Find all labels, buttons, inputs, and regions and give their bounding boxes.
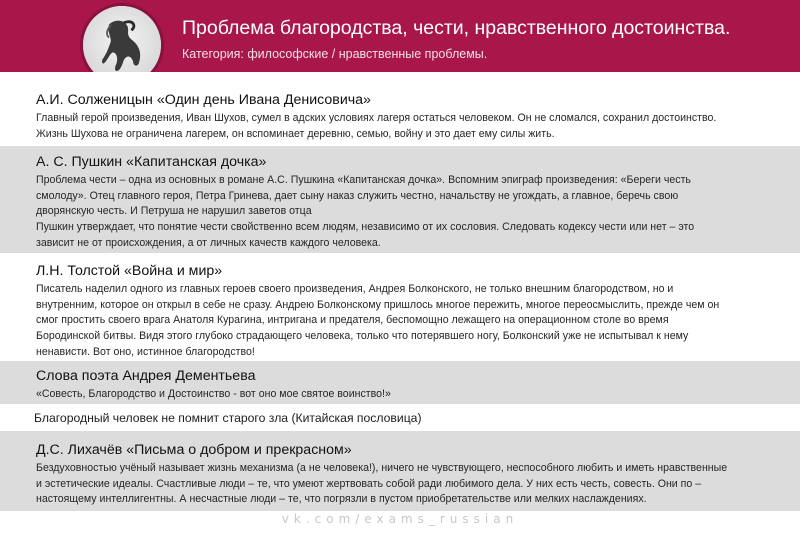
section-pushkin [36,153,794,252]
page-category: Категория: философские / нравственные проблемы. [182,47,488,61]
section-likhachev [36,441,794,508]
text-line: Жизнь Шухова не ограничена лагерем, он вспоминает деревню, семью, войну и это дает ему силы жить. [36,127,555,140]
text-line: Бездуховностью учёный называет жизнь механизма (а не человека!), ничего не чувствующего, неспособного любить и иметь нравственные [36,462,728,474]
text-line: Бородинской битвы. Видя этого глубоко страдающего человека, только что потерявшего ногу, Болконский уже не испытывал к нему [36,330,689,343]
section-title: А. С. Пушкин «Капитанская дочка» [36,154,267,170]
text-line: Писатель наделил одного из главных героев своего произведения, Андрея Болконского, не только внешним благородством, но и [36,283,674,295]
text-line: Главный герой произведения, Иван Шухов, сумел в адских условиях лагеря остаться человеком. Он не сломался, сохранил достоинство. [36,112,717,124]
section-text [36,111,794,142]
section-dementyev [36,367,794,403]
section-text [36,461,794,508]
section-title: Д.С. Лихачёв «Письма о добром и прекрасном» [36,442,352,458]
text-line: Пушкин утверждает, что понятие чести свойственно всем людям, независимо от их сословия. Следовать кодексу чести или нет – это [36,221,695,234]
text-line: и эстетические идеалы. Счастливые люди – те, что умеют жертвовать собой ради любимого дела. У них есть честь, совесть. Они по – [36,477,702,490]
text-line: зависит не от происхождения, а от личных качеств каждого человека. [36,236,381,249]
text-line: «Совесть, Благородство и Достоинство - вот оно мое святое воинство!» [36,388,391,400]
section-title: А.И. Солженицын «Один день Ивана Денисовича» [36,92,371,108]
section-text [36,387,794,403]
proverb-text: Благородный человек не помнит старого зла (Китайская пословица) [34,411,422,425]
section-text [36,173,794,252]
section-text [36,282,794,361]
text-line: Проблема чести – одна из основных в романе А.С. Пушкина «Капитанская дочка». Вспомним эпиграф произведения: «Береги честь [36,174,691,186]
text-line: настоящему интеллигентны. А несчастные люди – те, что погрязли в пустом приобретательстве или мелких наслаждениях. [36,493,647,506]
text-line: дворянскую честь. И Петруша не нарушил заветов отца [36,205,312,218]
text-line: смог простить своего врага Анатоля Курагина, интригана и предателя, беспомощно лежащего на операционном столе во время [36,314,669,327]
section-title: Л.Н. Толстой «Война и мир» [36,263,223,279]
text-line: внутренним, которое он открыл в себе не сразу. Андрею Болконскому пришлось многое пережить, многое переосмыслить, прежде чем он [36,298,720,311]
section-solzhenitsyn [36,91,794,142]
page-title: Проблема благородства, чести, нравственного достоинства. [182,17,731,39]
section-tolstoy [36,262,794,361]
watermark-link: vk.com/exams_russian [281,512,519,526]
text-line: ненависти. Вот оно, истинное благородство! [36,345,255,358]
section-title: Слова поэта Андрея Дементьева [36,368,256,384]
text-line: смолоду». Отец главного героя, Петра Гринева, дает сыну наказ служить честно, начальству не угождать, а главное, беречь свою [36,189,679,202]
